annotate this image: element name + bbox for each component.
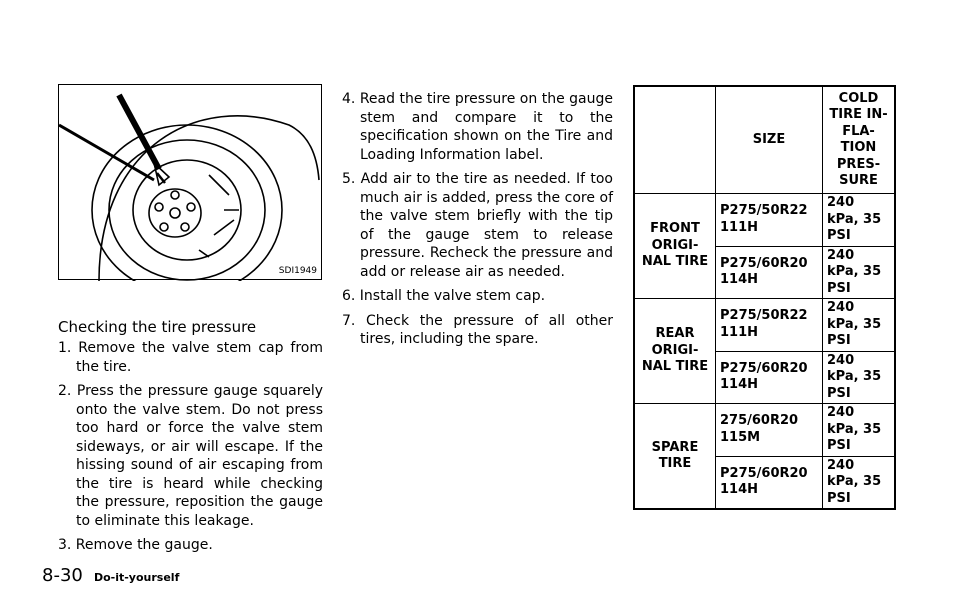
pressure-cell: 240 kPa, 35 PSI	[823, 299, 896, 352]
steps-list-right	[342, 90, 613, 355]
tire-pressure-table	[633, 85, 896, 510]
size-cell: P275/60R20 114H	[716, 456, 823, 509]
size-cell: 275/60R20 115M	[716, 404, 823, 457]
header-pressure: COLD TIRE IN-FLA-TION PRES-SURE	[823, 86, 896, 194]
row-label-spare: SPARE TIRE	[634, 404, 716, 510]
size-cell: P275/50R22 111H	[716, 299, 823, 352]
step-item: 5. Add air to the tire as needed. If too much air is added, press the core of the valve stem briefly with the tip of the gauge stem to release pressure. Recheck the pressure and add or release air as needed.	[342, 171, 613, 280]
row-label-front: FRONT ORIGI-NAL TIRE	[634, 194, 716, 299]
table-row	[634, 299, 895, 352]
table-header-row	[634, 86, 895, 194]
pressure-cell: 240 kPa, 35 PSI	[823, 194, 896, 247]
step-item: 6. Install the valve stem cap.	[342, 288, 546, 304]
size-cell: P275/50R22 111H	[716, 194, 823, 247]
pressure-cell: 240 kPa, 35 PSI	[823, 246, 896, 299]
size-cell: P275/60R20 114H	[716, 246, 823, 299]
size-cell: P275/60R20 114H	[716, 351, 823, 404]
section-heading: Checking the tire pressure	[58, 318, 257, 336]
step-item: 1. Remove the valve stem cap from the tire.	[58, 340, 323, 375]
step-item: 4. Read the tire pressure on the gauge stem and compare it to the specification shown on the Tire and Loading Information label.	[342, 91, 613, 163]
header-blank	[634, 86, 716, 194]
page-footer	[42, 565, 179, 586]
table-row	[634, 194, 895, 247]
pressure-cell: 240 kPa, 35 PSI	[823, 404, 896, 457]
step-item: 7. Check the pressure of all other tires, including the spare.	[342, 312, 613, 347]
figure-code: SDI1949	[278, 266, 317, 276]
steps-list-left	[58, 339, 323, 561]
row-label-rear: REAR ORIGI-NAL TIRE	[634, 299, 716, 404]
header-size: SIZE	[716, 86, 823, 194]
section-name: Do-it-yourself	[93, 571, 180, 584]
table-row	[634, 404, 895, 457]
tire-gauge-illustration	[58, 84, 322, 280]
pressure-cell: 240 kPa, 35 PSI	[823, 456, 896, 509]
page-number: 8-30	[42, 565, 83, 586]
step-item: 2. Press the pressure gauge squarely onto the valve stem. Do not press too hard or force the valve stem sideways, or air will escape. If the hissing sound of air escaping from the tire is heard while checking the pressure, reposition the gauge to eliminate this leakage.	[58, 383, 323, 529]
pressure-cell: 240 kPa, 35 PSI	[823, 351, 896, 404]
tire-illustration-drawing	[59, 85, 323, 281]
step-item: 3. Remove the gauge.	[58, 537, 213, 553]
